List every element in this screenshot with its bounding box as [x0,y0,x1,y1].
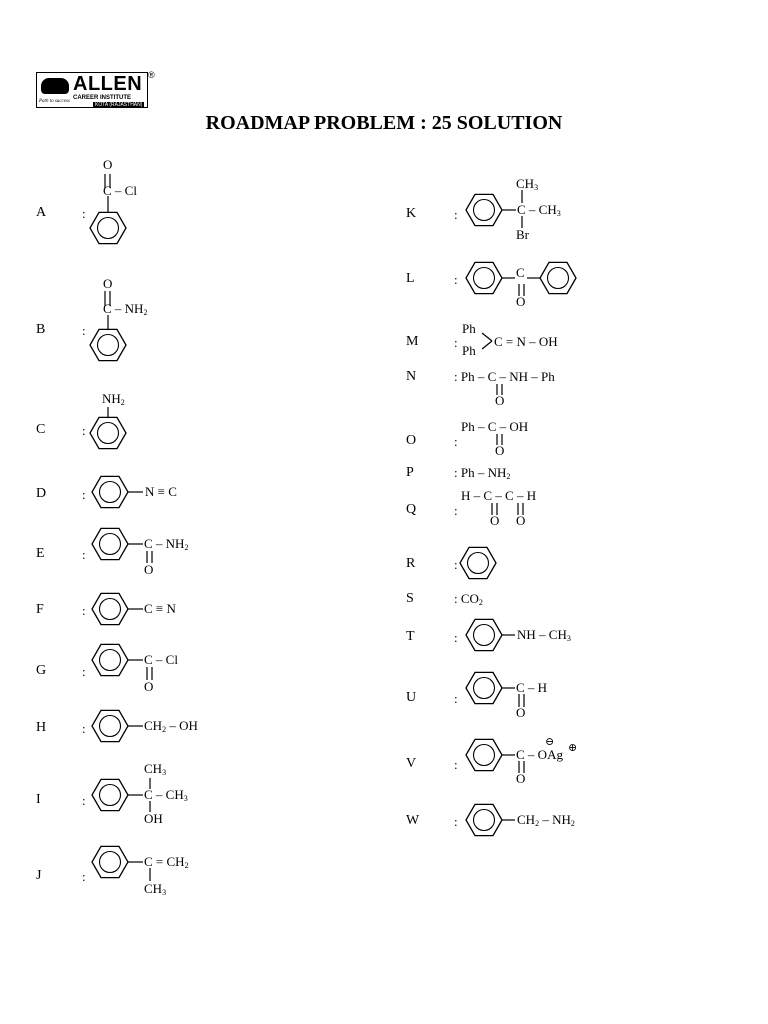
colon-l: : [454,272,458,287]
atom-o: O [495,443,505,458]
colon-i: : [82,793,86,808]
benzene-ring-icon [92,593,128,624]
chem-j-bottom: CH3 [144,881,167,897]
chem-f: C ≡ N [144,601,176,616]
colon-t: : [454,630,458,645]
benzene-ring-icon [466,194,502,225]
chem-t: NH – CH3 [517,627,571,643]
atom-o: O [490,513,500,528]
colon-c: : [82,423,86,438]
chem-p: : Ph – NH2 [454,465,511,481]
benzene-ring-icon [92,846,128,877]
colon-j: : [82,869,86,884]
label-u: U [406,690,417,705]
label-i: I [36,792,41,807]
atom-o: O [103,276,113,291]
benzene-ring-icon [466,739,502,770]
colon-o: : [454,434,458,449]
benzene-ring-icon [466,262,502,293]
atom-o: O [516,771,526,786]
label-g: G [36,663,47,678]
atom-o: O [516,513,526,528]
atom-o: O [144,562,154,577]
chem-d: N ≡ C [145,484,177,499]
chem-m-ph1: Ph [462,321,476,336]
chem-m-ph2: Ph [462,343,476,358]
chem-g: C – Cl [144,652,178,667]
chem-a: C – Cl [103,183,137,198]
registered-mark: ® [148,70,155,80]
benzene-ring-icon [92,476,128,507]
chem-v: C – OAg [516,747,563,762]
atom-o: O [516,294,526,309]
label-f: F [36,602,44,617]
colon-d: : [82,487,86,502]
atom-o: O [516,705,526,720]
label-k: K [406,206,417,221]
chem-j: C = CH2 [144,854,189,870]
label-n: N [406,369,417,384]
atom-c: C [516,265,525,280]
chem-b: C – NH2 [103,301,148,317]
chem-m: C = N – OH [494,334,558,349]
atom-o: O [495,393,505,408]
colon-f: : [82,603,86,618]
chem-s: : CO2 [454,591,483,607]
benzene-ring-icon [90,417,126,448]
benzene-ring-icon [466,672,502,703]
plus-charge-icon: ⊕ [568,742,578,754]
label-a: A [36,205,47,220]
label-o: O [406,433,417,448]
label-s: S [406,591,414,606]
benzene-ring-icon [466,804,502,835]
chem-i-oh: OH [144,811,163,826]
colon-k: : [454,207,458,222]
chem-h: CH2 – OH [144,718,198,734]
label-v: V [406,756,417,771]
benzene-ring-icon [460,547,496,578]
colon-m: : [454,335,458,350]
label-d: D [36,486,47,501]
colon-v: : [454,757,458,772]
label-m: M [406,334,419,349]
label-h: H [36,720,47,735]
chem-k-br: Br [516,227,529,242]
colon-g: : [82,664,86,679]
benzene-ring-icon [466,619,502,650]
label-w: W [406,813,420,828]
logo-city: KOTA (RAJASTHAN) [95,102,143,108]
chem-k-top: CH3 [516,176,539,192]
benzene-ring-icon [90,212,126,243]
colon-b: : [82,323,86,338]
page-title: ROADMAP PROBLEM : 25 SOLUTION [205,112,563,134]
benzene-ring-icon [540,262,576,293]
colon-h: : [82,721,86,736]
logo-tagline: Path to success [39,99,70,104]
colon-a: : [82,206,86,221]
label-b: B [36,322,46,337]
chem-i: C – CH3 [144,787,188,803]
chem-u: C – H [516,680,548,695]
chem-w: CH2 – NH2 [517,812,575,828]
colon-u: : [454,691,458,706]
label-l: L [406,271,415,286]
benzene-ring-icon [92,710,128,741]
chem-o: Ph – C – OH [461,419,529,434]
benzene-ring-icon [92,528,128,559]
label-j: J [36,868,42,883]
benzene-ring-icon [92,779,128,810]
chem-c: NH2 [102,391,125,407]
label-c: C [36,422,46,437]
chem-n: : Ph – C – NH – Ph [454,369,555,384]
chem-i-top: CH3 [144,761,167,777]
atom-o: O [144,679,154,694]
minus-charge-icon: ⊖ [545,736,555,748]
colon-r: : [454,557,458,572]
chem-k: C – CH3 [517,202,561,218]
label-p: P [406,465,414,480]
benzene-ring-icon [92,644,128,675]
colon-w: : [454,814,458,829]
chem-q: H – C – C – H [461,488,537,503]
colon-q: : [454,503,458,518]
logo-subtitle: CAREER INSTITUTE [73,95,132,101]
chem-e: C – NH2 [144,536,189,552]
logo-name: ALLEN [73,73,143,95]
label-e: E [36,546,45,561]
label-q: Q [406,502,417,517]
atom-o: O [103,157,113,172]
label-t: T [406,629,415,644]
benzene-ring-icon [90,329,126,360]
label-r: R [406,556,416,571]
colon-e: : [82,547,86,562]
